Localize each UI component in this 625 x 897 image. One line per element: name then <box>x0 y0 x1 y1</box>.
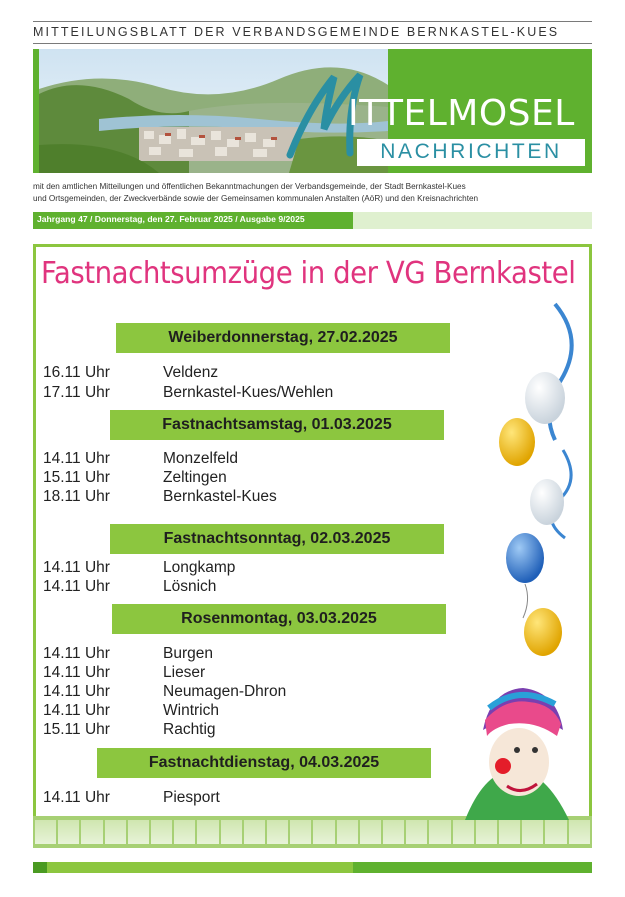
event-place: Bernkastel-Kues/Wehlen <box>163 384 334 401</box>
event-place: Piesport <box>163 789 220 806</box>
event-place: Bernkastel-Kues <box>163 488 277 505</box>
white-balloon-icon <box>530 479 564 525</box>
article-headline: Fastnachtsumzüge in der VG Bernkastel <box>41 256 576 291</box>
event-time: 14.11 Uhr <box>43 683 110 700</box>
event-row <box>43 645 213 663</box>
tile <box>360 820 381 844</box>
tile <box>221 820 242 844</box>
event-place: Neumagen-Dhron <box>163 683 287 700</box>
masthead-title: MITTEILUNGSBLATT DER VERBANDSGEMEINDE BERNKASTEL-KUES <box>33 25 560 39</box>
event-place: Monzelfeld <box>163 450 238 467</box>
day-heading: Fastnachtsamstag, 01.03.2025 <box>110 410 444 440</box>
event-place: Rachtig <box>163 721 216 738</box>
subtitle-line-1: mit den amtlichen Mitteilungen und öffentlichen Bekanntmachungen der Verbandsgemeinde, der Stadt Bernkastel-Kues <box>33 182 466 191</box>
tile <box>545 820 566 844</box>
balloons-clown-illustration <box>445 300 585 820</box>
tile <box>267 820 288 844</box>
tile <box>476 820 497 844</box>
event-time: 18.11 Uhr <box>43 488 110 505</box>
tile <box>337 820 358 844</box>
tile <box>197 820 218 844</box>
event-place: Burgen <box>163 645 213 662</box>
title-banner <box>33 49 592 173</box>
event-time: 14.11 Uhr <box>43 645 110 662</box>
event-row <box>43 683 286 701</box>
event-place: Lösnich <box>163 578 217 595</box>
tile <box>406 820 427 844</box>
event-row <box>43 384 333 402</box>
subtitle-line-2: und Ortsgemeinden, der Zweckverbände sowie der Gemeinsamen kommunalen Anstalten (AöR) und den Kreisnachrichten <box>33 194 479 203</box>
event-row <box>43 364 218 382</box>
event-time: 14.11 Uhr <box>43 789 110 806</box>
event-place: Veldenz <box>163 364 219 381</box>
tile <box>244 820 265 844</box>
tile <box>453 820 474 844</box>
event-time: 16.11 Uhr <box>43 364 110 381</box>
event-time: 14.11 Uhr <box>43 450 110 467</box>
event-place: Wintrich <box>163 702 219 719</box>
event-row <box>43 664 205 682</box>
tile <box>290 820 311 844</box>
event-time: 14.11 Uhr <box>43 559 110 576</box>
logo-wordmark: ITTELMOSEL <box>348 93 575 134</box>
tile <box>128 820 149 844</box>
tile <box>151 820 172 844</box>
tile <box>81 820 102 844</box>
masthead-subtitle <box>33 181 592 205</box>
tile <box>313 820 334 844</box>
event-row <box>43 488 277 506</box>
day-heading: Rosenmontag, 03.03.2025 <box>112 604 446 634</box>
logo-subtitle: NACHRICHTEN <box>380 140 562 163</box>
tile <box>58 820 79 844</box>
tile-strip <box>33 820 592 844</box>
issue-bar <box>33 212 592 229</box>
tile <box>569 820 590 844</box>
issue-info: Jahrgang 47 / Donnerstag, den 27. Februar 2025 / Ausgabe 9/2025 <box>37 214 305 224</box>
tile <box>522 820 543 844</box>
footer-bar-band <box>353 862 592 873</box>
event-place: Zeltingen <box>163 469 227 486</box>
masthead-top-rule <box>33 21 592 22</box>
event-row <box>43 469 227 487</box>
tile <box>35 820 56 844</box>
tile <box>174 820 195 844</box>
day-heading: Weiberdonnerstag, 27.02.2025 <box>116 323 450 353</box>
event-time: 15.11 Uhr <box>43 469 110 486</box>
day-heading: Fastnachtdienstag, 04.03.2025 <box>97 748 431 778</box>
event-time: 14.11 Uhr <box>43 664 110 681</box>
clown-icon <box>465 688 569 820</box>
logo-sub-box <box>357 139 585 166</box>
event-place: Lieser <box>163 664 206 681</box>
event-time: 15.11 Uhr <box>43 721 110 738</box>
event-row <box>43 789 220 807</box>
event-row <box>43 559 235 577</box>
day-heading: Fastnachtsonntag, 02.03.2025 <box>110 524 444 554</box>
masthead-bottom-rule <box>33 43 592 44</box>
event-time: 14.11 Uhr <box>43 702 110 719</box>
event-row <box>43 721 216 739</box>
event-row <box>43 578 216 596</box>
blue-balloon-icon <box>506 533 544 583</box>
tile <box>499 820 520 844</box>
yellow-balloon-icon <box>524 608 562 656</box>
yellow-balloon-icon <box>499 418 535 466</box>
footer-bar <box>33 862 592 873</box>
event-row <box>43 450 238 468</box>
event-time: 14.11 Uhr <box>43 578 110 595</box>
tile <box>383 820 404 844</box>
event-place: Longkamp <box>163 559 236 576</box>
footer-bar-accent <box>33 862 47 873</box>
tile <box>105 820 126 844</box>
white-balloon-icon <box>525 372 565 424</box>
event-row <box>43 702 219 720</box>
event-time: 17.11 Uhr <box>43 384 110 401</box>
tile <box>429 820 450 844</box>
